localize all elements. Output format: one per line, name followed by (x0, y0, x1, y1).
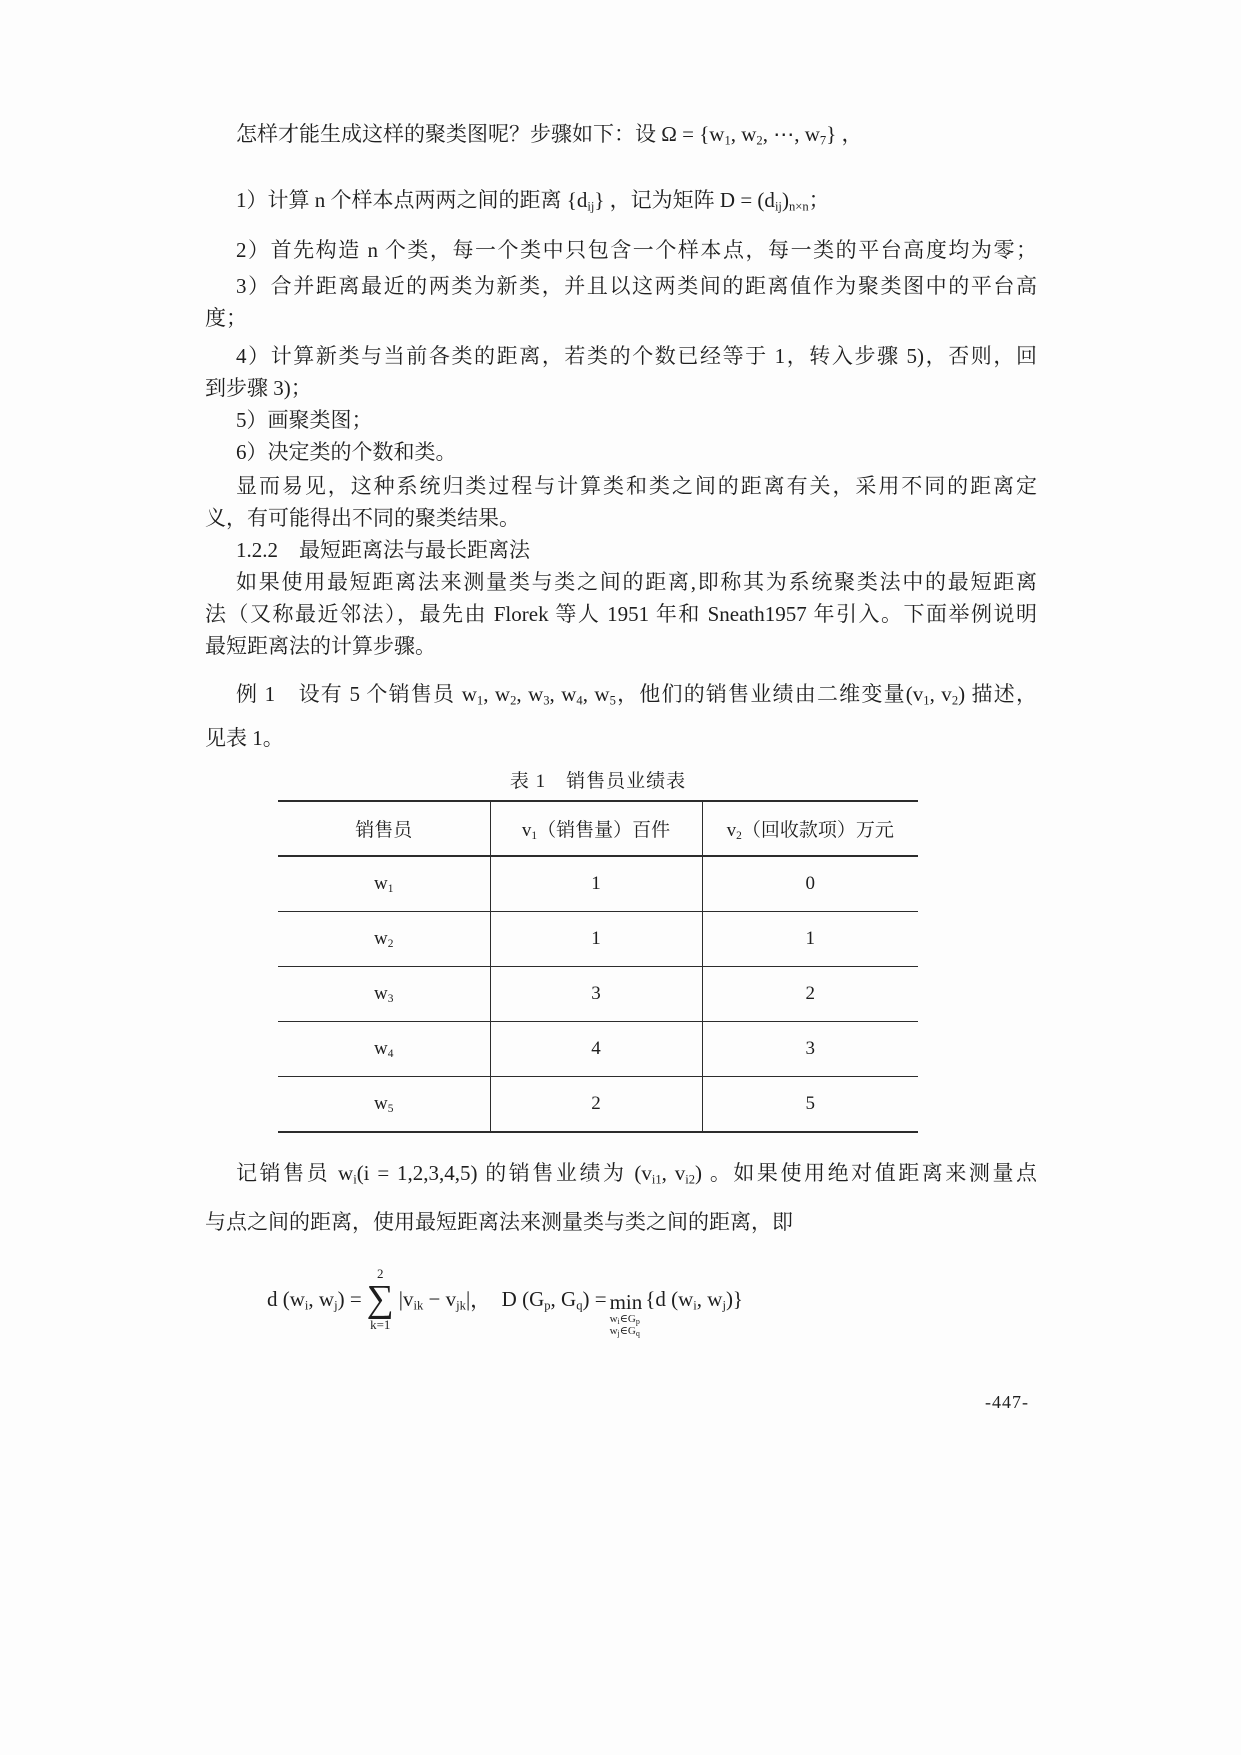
cell-v1: 3 (490, 967, 702, 1022)
absolute-value-term: $|v_{ik} - v_{jk}|$ (398, 1286, 471, 1313)
cell-salesperson: $w_3$ (374, 983, 394, 1006)
paragraph-line: 如果使用最短距离法来测量类与类之间的距离,即称其为系统聚类法中的最短距离 (236, 570, 1037, 594)
sum-upper-limit: 2 (376, 1266, 384, 1281)
cell-v2: 0 (702, 856, 918, 912)
page-number: -447- (985, 1392, 1029, 1412)
paragraph-continuation: 义，有可能得出不同的聚类结果。 (205, 506, 520, 530)
step-2-line: 2）首先构造 n 个类，每一个类中只包含一个样本点，每一类的平台高度均为零； (236, 238, 1037, 262)
col-header-v2-payments: $v_2$（回收款项）万元 (702, 801, 918, 856)
body-text-upper (205, 118, 1037, 754)
table-caption: 表 1 销售员业绩表 (509, 771, 687, 792)
sigma-symbol: ∑ (366, 1278, 394, 1320)
min-label: min (609, 1290, 643, 1314)
cell-salesperson: $w_5$ (374, 1093, 394, 1116)
formula-lhs: d ($w_i$, $w_j$) = (267, 1286, 362, 1313)
table-row (278, 967, 918, 1022)
cell-v2: 3 (702, 1022, 918, 1077)
formula-separator: ， (470, 1288, 502, 1312)
distance-formula (267, 1266, 1037, 1339)
table-row (278, 1077, 918, 1133)
step-5-line: 5）画聚类图； (236, 408, 373, 432)
cell-v1: 1 (490, 912, 702, 967)
paragraph-line: 显而易见，这种系统归类过程与计算类和类之间的距离有关，采用不同的距离定 (236, 474, 1037, 498)
table-row (278, 1022, 918, 1077)
see-table-line: 见表 1。 (205, 726, 284, 750)
cell-v1: 2 (490, 1077, 702, 1133)
paragraph-line: 怎样才能生成这样的聚类图呢？步骤如下：设 $\Omega = \{w_1$, $w_2$, ⋯, $w_7$} ， (236, 122, 863, 148)
cell-v2: 1 (702, 912, 918, 967)
body-text-lower (205, 1156, 1038, 1339)
example-1-line: 例 1 设有 5 个销售员 $w_1$, $w_2$, $w_3$, $w_4$, $w_5$，他们的销售业绩由二维变量($v_1$, $v_2$) 描述， (236, 682, 1037, 708)
step-1-line: 1）计算 n 个样本点两两之间的距离 $\{d_{ij}\}$ ，记为矩阵 $D = (d_{ij})_{n\times n}$； (236, 188, 830, 214)
cell-salesperson: $w_2$ (374, 928, 394, 951)
summation-operator (367, 1266, 394, 1332)
cell-v2: 2 (702, 967, 918, 1022)
step-3-continuation: 度； (205, 306, 247, 330)
section-heading: 1.2.2 最短距离法与最长距离法 (236, 538, 530, 562)
step-6-line: 6）决定类的个数和类。 (236, 440, 457, 464)
step-4-continuation: 到步骤 3)； (205, 376, 312, 400)
cell-salesperson: $w_4$ (374, 1038, 394, 1061)
paragraph-continuation: 法（又称最近邻法），最先由 Florek 等人 1951 年和 Sneath1957 年引入。下面举例说明 (205, 602, 1037, 626)
step-3-line: 3）合并距离最近的两类为新类，并且以这两类间的距离值作为聚类图中的平台高 (236, 274, 1037, 298)
formula-tail: {d ($w_i$, $w_j$)} (645, 1286, 744, 1313)
col-header-salesperson: 销售员 (355, 820, 413, 841)
col-header-v1-sales: $v_1$（销售量）百件 (490, 801, 702, 856)
table-row (278, 912, 918, 967)
formula-rhs: D ($G_p$, $G_q$) = (501, 1286, 607, 1313)
min-condition-1: $w_i\in G_p$ (609, 1313, 640, 1327)
table-row (278, 856, 918, 912)
paragraph-continuation: 最短距离法的计算步骤。 (205, 634, 436, 658)
cell-v2: 5 (702, 1077, 918, 1133)
cell-v1: 4 (490, 1022, 702, 1077)
sales-performance-table (278, 800, 918, 1133)
cell-v1: 1 (490, 856, 702, 912)
sum-lower-limit: k=1 (370, 1317, 391, 1332)
paragraph-line: 记销售员 $w_i(i = 1,2,3,4,5)$ 的销售业绩为 ($v_{i1}$, $v_{i2}$) 。如果使用绝对值距离来测量点 (236, 1161, 1038, 1187)
min-condition-2: $w_j\in G_q$ (609, 1325, 640, 1339)
paragraph-continuation: 与点之间的距离，使用最短距离法来测量类与类之间的距离，即 (205, 1210, 793, 1234)
step-4-line: 4）计算新类与当前各类的距离，若类的个数已经等于 1，转入步骤 5)，否则，回 (236, 344, 1037, 368)
min-operator (610, 1291, 643, 1337)
table-header-row (278, 801, 918, 856)
cell-salesperson: $w_1$ (374, 873, 394, 896)
